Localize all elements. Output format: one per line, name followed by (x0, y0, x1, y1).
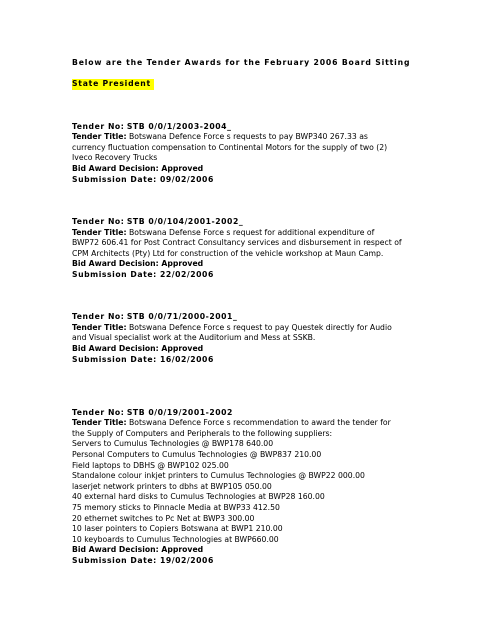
tender-number-row: Tender No: STB 0/0/71/2000-2001_ (72, 312, 237, 322)
tender-title-row (72, 418, 472, 429)
tender-title-continuation: CPM Architects (Pty) Ltd for construction of the vehicle workshop at Maun Camp. (72, 248, 384, 258)
section-heading: State President (72, 79, 154, 90)
tender-number: STB 0/0/19/2001-2002 (126, 407, 233, 417)
supplier-award-line: laserjet network printers to dbhs at BWP105 050.00 (72, 481, 272, 491)
section-heading-row (72, 79, 472, 90)
tender-number-row: Tender No: STB 0/0/104/2001-2002_ (72, 216, 243, 226)
tender-number: STB 0/0/1/2003-2004 (126, 121, 228, 131)
supplier-award-line: 40 external hard disks to Cumulus Technologies at BWP28 160.00 (72, 492, 325, 502)
tender-number: STB 0/0/104/2001-2002 (126, 216, 239, 226)
tender-entry (72, 312, 472, 365)
tender-title-text: Botswana Defense Force s request for additional expenditure of (129, 227, 375, 237)
submission-date-row (72, 556, 472, 567)
tender-number: STB 0/0/71/2000-2001 (126, 312, 233, 322)
tender-title-label: Tender Title: (72, 132, 127, 142)
bid-award-decision-label: Bid Award Decision: (72, 259, 159, 269)
submission-date: 22/02/2006 (159, 269, 214, 279)
submission-date-label: Submission Date: (72, 269, 157, 279)
tender-number-row (72, 408, 472, 419)
bid-award-decision: Approved (161, 259, 204, 269)
submission-date-row (72, 355, 472, 366)
bid-award-decision: Approved (161, 163, 204, 173)
tender-title-row (72, 323, 472, 334)
submission-date: 09/02/2006 (159, 174, 214, 184)
tender-title-text: Botswana Defence Force s request to pay Questek directly for Audio (129, 322, 392, 332)
supplier-award-line: 10 keyboards to Cumulus Technologies at BWP660.00 (72, 534, 279, 544)
bid-award-decision-row (72, 545, 472, 556)
bid-award-decision: Approved (161, 344, 204, 354)
tender-title-continuation: currency fluctuation compensation to Continental Motors for the supply of two (2) (72, 142, 388, 152)
bid-award-decision-row (72, 259, 472, 270)
tender-number-label: Tender No: (72, 216, 125, 226)
submission-date: 16/02/2006 (159, 354, 214, 364)
tender-title-row (72, 228, 472, 239)
document-page (72, 58, 472, 567)
tender-title-label: Tender Title: (72, 322, 127, 332)
bid-award-decision-label: Bid Award Decision: (72, 545, 159, 555)
tender-entry (72, 122, 472, 186)
tender-title-text: Botswana Defence Force s requests to pay BWP340 267.33 as (129, 132, 368, 142)
submission-date-label: Submission Date: (72, 354, 157, 364)
tender-entry (72, 217, 472, 281)
tender-number-label: Tender No: (72, 407, 125, 417)
bid-award-decision-label: Bid Award Decision: (72, 344, 159, 354)
bid-award-decision-label: Bid Award Decision: (72, 163, 159, 173)
submission-date-row (72, 270, 472, 281)
supplier-award-line: 75 memory sticks to Pinnacle Media at BWP33 412.50 (72, 503, 280, 512)
tender-number-label: Tender No: (72, 312, 125, 322)
supplier-award-line: Servers to Cumulus Technologies @ BWP178 640.00 (72, 439, 274, 449)
tender-title-label: Tender Title: (72, 227, 127, 237)
submission-date-label: Submission Date: (72, 555, 157, 565)
supplier-award-line: 20 ethernet switches to Pc Net at BWP3 300.00 (72, 513, 255, 523)
supplier-award-line: Personal Computers to Cumulus Technologies @ BWP837 210.00 (72, 450, 322, 460)
tender-title-row (72, 132, 472, 143)
tender-entry (72, 408, 472, 567)
bid-award-decision-row (72, 164, 472, 175)
tender-number-row: Tender No: STB 0/0/1/2003-2004_ (72, 121, 231, 131)
bid-award-decision: Approved (161, 545, 204, 555)
tender-title-label: Tender Title: (72, 418, 127, 428)
tender-title-continuation: Iveco Recovery Trucks (72, 153, 158, 163)
tender-title-continuation: and Visual specialist work at the Auditorium and Mess at SSKB. (72, 333, 316, 343)
submission-date-row (72, 175, 472, 186)
supplier-award-line: Field laptops to DBHS @ BWP102 025.00 (72, 460, 229, 470)
submission-date: 19/02/2006 (159, 555, 214, 565)
submission-date-label: Submission Date: (72, 174, 157, 184)
bid-award-decision-row (72, 344, 472, 355)
supplier-award-line: Standalone colour inkjet printers to Cumulus Technologies @ BWP22 000.00 (72, 471, 365, 481)
document-heading: Below are the Tender Awards for the February 2006 Board Sitting (72, 58, 411, 67)
tender-number-label: Tender No: (72, 121, 125, 131)
tender-title-continuation: BWP72 606.41 for Post Contract Consultancy services and disbursement in respect of (72, 238, 402, 248)
tender-title-continuation: the Supply of Computers and Peripherals to the following suppliers: (72, 428, 333, 438)
tender-title-text: Botswana Defence Force s recommendation to award the tender for (129, 418, 391, 428)
supplier-award-line: 10 laser pointers to Copiers Botswana at BWP1 210.00 (72, 524, 283, 534)
